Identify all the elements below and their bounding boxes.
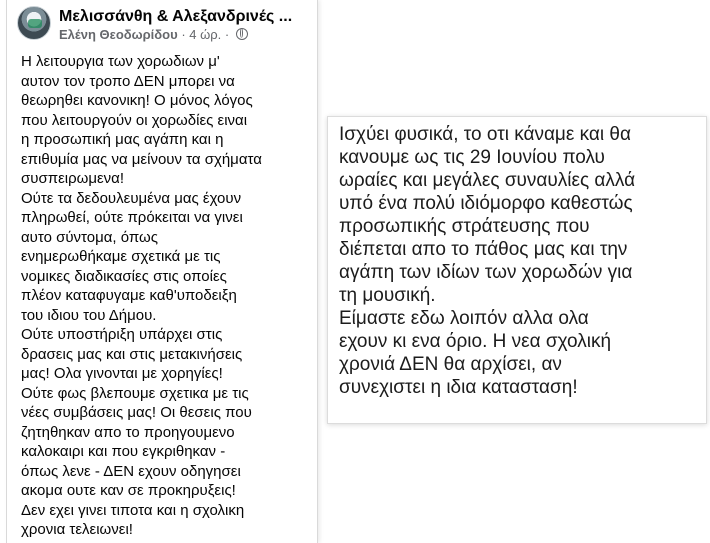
- post-text-line: αυτο σύντομα, όπως: [21, 228, 158, 246]
- continuation-text-line: Είμαστε εδω λοιπόν αλλα ολα: [339, 308, 589, 329]
- post-text-line: καλοκαιρι και που εγκριθηκαν -: [21, 443, 226, 460]
- post-text-line: επιθυμία μας να μείνουν τα σχήματα: [21, 150, 262, 168]
- post-text-line: ζητηθηκαν απο το προηγουμενο: [21, 423, 235, 441]
- post-text-line: δρασεις μας και στις μετακινήσεις: [21, 345, 243, 363]
- post-text-line: Δεν εχει γινει τιποτα και η σχολικη: [21, 501, 245, 519]
- post-text-line: νομικες διαδικασίες στις οποίες: [21, 267, 227, 285]
- post-meta: [59, 27, 248, 43]
- post-text-line: νέες συμβάσεις μας! Οι θεσεις που: [21, 404, 252, 421]
- post-continuation-card: [327, 116, 707, 424]
- post-text-line: Ούτε φως βλεπουμε σχετικα με τις: [21, 384, 249, 402]
- continuation-body-text: [339, 123, 704, 399]
- continuation-text-line: διέπεται απο το πάθος μας και την: [339, 239, 628, 260]
- continuation-text-line: Ισχύει φυσικά, το οτι κάναμε και θα: [339, 124, 631, 145]
- post-header: [17, 6, 313, 44]
- post-text-line: όπως λενε - ΔΕΝ εχουν οδηγησει: [21, 462, 241, 480]
- post-text-line: ακομα ουτε καν σε προκηρυξεις!: [21, 482, 236, 499]
- post-text-line: ενημερωθήκαμε σχετικά με τις: [21, 248, 221, 265]
- post-text-line: που λειτουργούν οι χορωδίες ειναι: [21, 111, 248, 129]
- post-text-line: αυτον τον τροπο ΔΕΝ μπορει να: [21, 72, 235, 90]
- continuation-text-line: συνεχιστει η ιδια κατασταση!: [339, 377, 578, 398]
- post-text-line: πλέον καταφυγαμε καθ'υποδειξη: [21, 287, 237, 304]
- continuation-text-line: χρονιά ΔΕΝ θα αρχίσει, αν: [339, 354, 562, 375]
- continuation-text-line: εχουν κι ενα όριο. Η νεα σχολική: [339, 331, 612, 352]
- continuation-text-line: προσωπικής στράτευσης που: [339, 216, 590, 237]
- post-time[interactable]: · 4 ώρ. ·: [181, 27, 230, 42]
- post-text-line: μας! Ολα γινονται με χορηγίες!: [21, 365, 223, 382]
- post-text-line: του ιδιου του Δήμου.: [21, 306, 157, 324]
- avatar-image-icon: [28, 19, 42, 28]
- post-text-line: συσπειρωμενα!: [21, 170, 125, 187]
- continuation-text-line: ωραίες και μεγάλες συναυλίες αλλά: [339, 170, 636, 191]
- continuation-text-line: αγάπη των ιδίων των χορωδών για: [339, 262, 633, 283]
- continuation-text-line: υπό ένα πολύ ιδιόμορφο καθεστώς: [339, 193, 633, 214]
- group-name-link[interactable]: Μελισσάνθη & Αλεξανδρινές ...: [59, 8, 293, 25]
- post-text-line: Ούτε τα δεδουλευμένα μας έχουν: [21, 189, 242, 207]
- group-avatar[interactable]: [17, 6, 51, 40]
- post-text-line: θεωρηθει κανονικη! Ο μόνος λόγος: [21, 92, 253, 109]
- post-body-text: [21, 52, 317, 540]
- author-name-link[interactable]: Ελένη Θεοδωρίδου: [59, 27, 178, 42]
- facebook-post-card: [6, 0, 318, 543]
- post-text-line: χρονια τελειωνει!: [21, 521, 133, 538]
- continuation-text-line: τη μουσική.: [339, 285, 436, 306]
- post-text-line: Ούτε υποστήριξη υπάρχει στις: [21, 326, 223, 343]
- globe-icon: [236, 28, 248, 40]
- continuation-text-line: κανουμε ως τις 29 Ιουνίου πολυ: [339, 147, 605, 168]
- post-text-line: η προσωπική μας αγάπη και η: [21, 131, 224, 148]
- post-text-line: πληρωθεί, ούτε πρόκειται να γινει: [21, 209, 243, 226]
- post-text-line: Η λειτουργια των χορωδιων μ': [21, 53, 220, 70]
